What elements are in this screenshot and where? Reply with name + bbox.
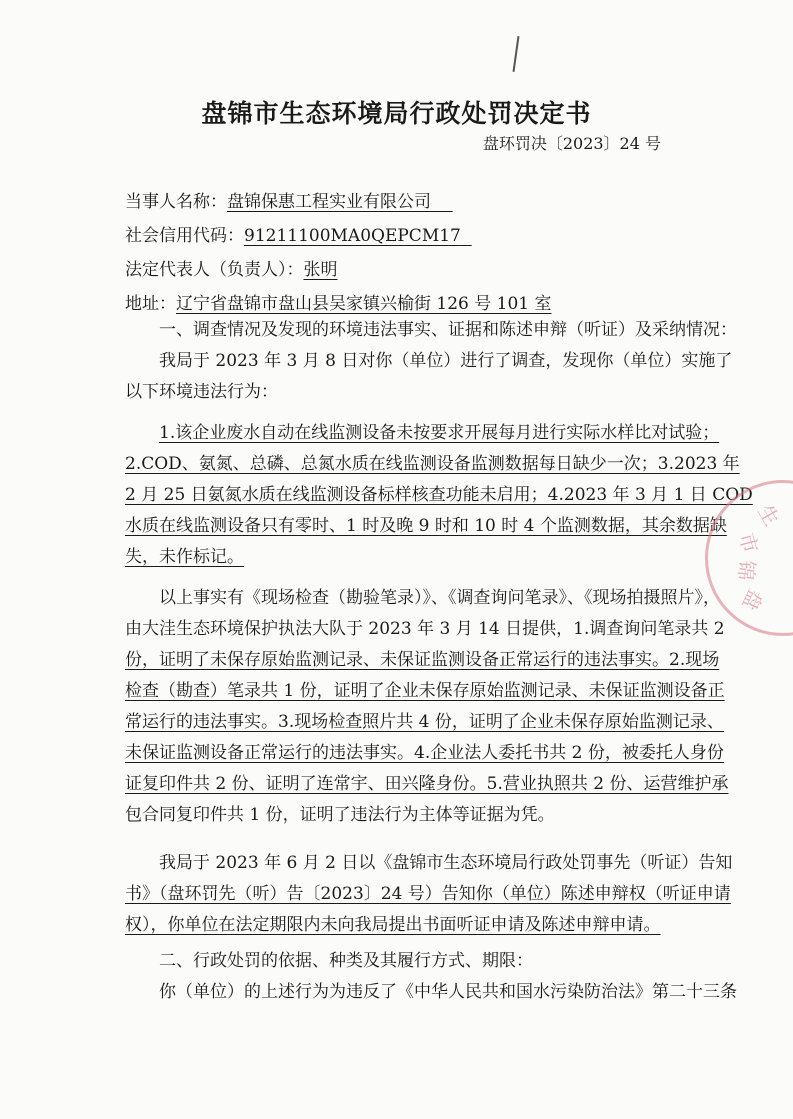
document-title: 盘锦市生态环境局行政处罚决定书 (201, 99, 592, 128)
evidence-line: 未保证监测设备正常运行的违法事实。4.企业法人委托书共 2 份，被委托人身份 (125, 743, 724, 763)
seal-char: 生 (753, 500, 785, 530)
section1-heading: 一、调查情况及发现的环境违法事实、证据和陈述申辩（听证）及采纳情况： (159, 320, 737, 340)
pen-mark (513, 36, 520, 72)
evidence-line: 由大洼生态环境保护执法大队于 2023 年 3 月 14 日提供，1.调查询问笔录共 2 (125, 619, 725, 639)
address-row (125, 289, 552, 314)
notice-line: 书》（盘环罚先（听）告〔2023〕24 号）告知你（单位）陈述申辩权（听证申请 (125, 884, 731, 904)
legal-rep-value: 张明 (303, 260, 338, 280)
seal-char: 市 (734, 530, 763, 556)
seal-char: 锦 (733, 559, 760, 582)
legal-rep-label: 法定代表人（负责人）： (125, 260, 304, 280)
evidence-line: 证复印件共 2 份、证明了连常宇、田兴隆身份。5.营业执照共 2 份、运营维护承 (125, 774, 729, 794)
evidence-line: 份，证明了未保存原始监测记录、未保证监测设备正常运行的违法事实。2.现场 (125, 650, 720, 670)
credit-code-value: 91211100MA0QEPCM17 (244, 226, 461, 246)
section1-intro-line: 我局于 2023 年 3 月 8 日对你（单位）进行了调查，发现你（单位）实施了 (159, 351, 733, 371)
violations-block (125, 418, 753, 573)
evidence-block (125, 583, 729, 831)
section2-heading: 二、行政处罚的依据、种类及其履行方式、期限： (159, 951, 533, 971)
party-name-row (125, 187, 453, 212)
evidence-line: 检查（勘查）笔录共 1 份，证明了企业未保存原始监测记录、未保证监测设备正 (125, 681, 725, 701)
evidence-line: 以上事实有《现场检查（勘验笔录）》、《调查询问笔录》、《现场拍摄照片》， (159, 588, 720, 608)
section2-block (125, 946, 737, 1008)
violation-line: 2.COD、氨氮、总磷、总氮水质在线监测设备监测数据每日缺少一次；3.2023 年 (125, 454, 740, 474)
credit-code-label: 社会信用代码： (125, 226, 244, 246)
document-number: 盘环罚决〔2023〕24 号 (482, 134, 661, 153)
violation-line: 1.该企业废水自动在线监测设备未按要求开展每月进行实际水样比对试验； (159, 423, 720, 443)
evidence-line: 常运行的违法事实。3.现场检查照片共 4 份，证明了企业未保存原始监测记录、 (125, 712, 724, 732)
address-label: 地址： (125, 294, 176, 314)
credit-code-row (125, 221, 472, 246)
violation-line: 水质在线监测设备只有零时、1 时及晚 9 时和 10 时 4 个监测数据，其余数据缺 (125, 516, 727, 536)
violation-line: 2 月 25 日氨氮水质在线监测设备标样核查功能未启用；4.2023 年 3 月 1 日 COD (125, 485, 753, 505)
section1-block (125, 315, 737, 408)
notice-line: 我局于 2023 年 6 月 2 日以《盘锦市生态环境局行政处罚事先（听证）告知 (159, 853, 733, 873)
section1-intro-line: 以下环境违法行为： (125, 382, 278, 402)
notice-line: 权），你单位在法定期限内未向我局提出书面听证申请及陈述申辩申请。 (125, 915, 661, 935)
evidence-line: 包合同复印件共 1 份，证明了违法行为主体等证据为凭。 (125, 805, 555, 825)
legal-rep-row (125, 255, 338, 280)
violation-line: 失，未作标记。 (125, 547, 244, 567)
party-name-value: 盘锦保惠工程实业有限公司 (227, 192, 431, 212)
party-name-label: 当事人名称： (125, 192, 227, 212)
notice-block (125, 848, 733, 941)
address-value: 辽宁省盘锦市盘山县吴家镇兴榆街 126 号 101 室 (176, 294, 552, 314)
seal-char: 盘 (737, 585, 768, 615)
section2-text: 你（单位）的上述行为为违反了《中华人民共和国水污染防治法》第二十三条 (159, 982, 737, 1002)
